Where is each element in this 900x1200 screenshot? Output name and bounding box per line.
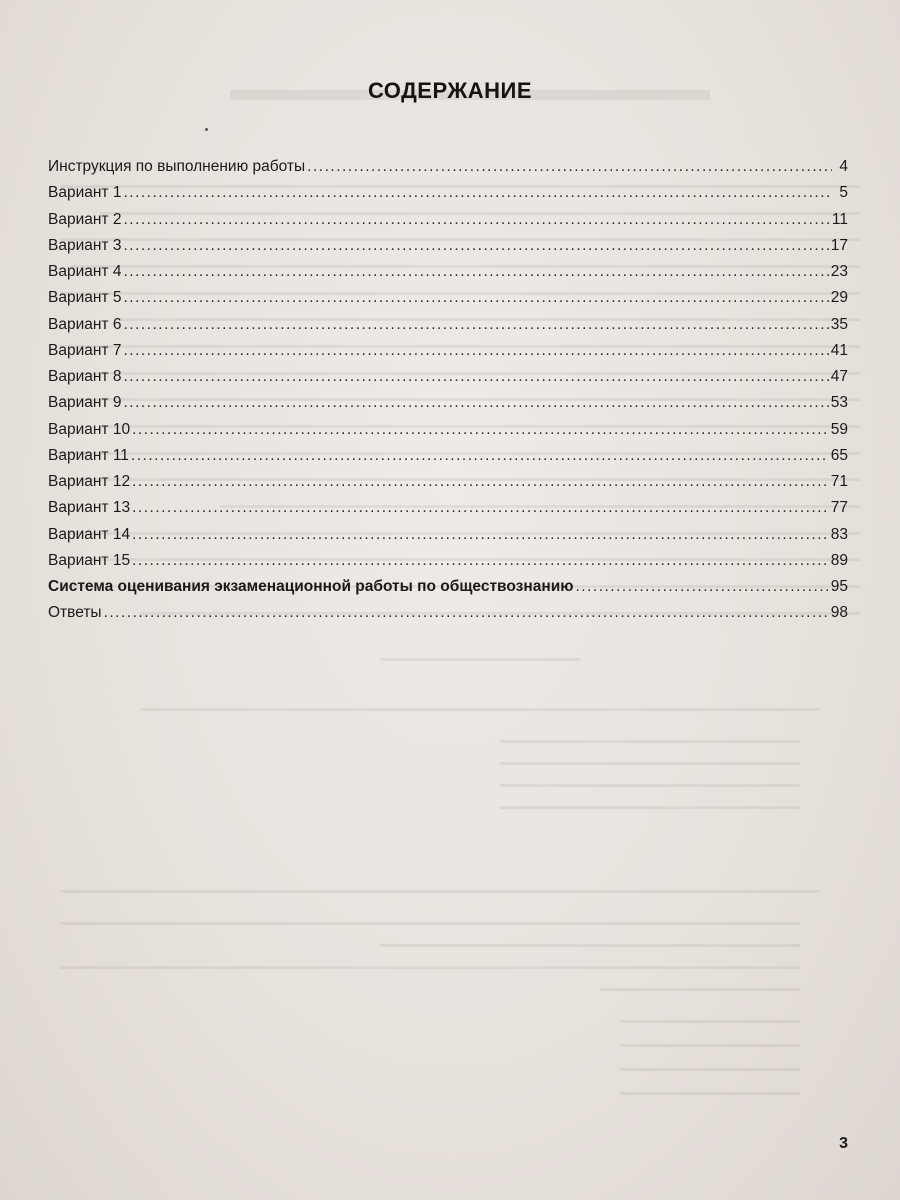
toc-leader-dots bbox=[123, 289, 828, 307]
toc-leader-dots bbox=[132, 552, 829, 570]
toc-entry-page: 41 bbox=[830, 341, 848, 359]
toc-entry-page: 47 bbox=[830, 368, 848, 385]
toc-entry-label: Вариант 2 bbox=[48, 210, 122, 228]
toc-leader-dots bbox=[123, 342, 828, 360]
toc-entry-page: 71 bbox=[830, 473, 848, 490]
toc-leader-dots bbox=[132, 473, 829, 491]
toc-entry-label: Вариант 12 bbox=[48, 473, 131, 490]
toc-entry-page: 65 bbox=[830, 446, 848, 464]
toc-entry-label: Вариант 10 bbox=[48, 420, 131, 438]
toc-entry-page: 53 bbox=[830, 394, 848, 412]
toc-leader-dots bbox=[123, 316, 828, 334]
toc-entry-page: 98 bbox=[830, 604, 848, 622]
toc-entry[interactable] bbox=[48, 237, 848, 263]
toc-entry[interactable] bbox=[48, 447, 848, 473]
toc-entry-page: 83 bbox=[830, 525, 848, 543]
toc-entry[interactable] bbox=[48, 342, 848, 368]
toc-entry-label: Вариант 1 bbox=[48, 184, 122, 202]
toc-entry[interactable] bbox=[48, 158, 848, 184]
toc-leader-dots bbox=[123, 263, 828, 281]
page-number: 3 bbox=[839, 1135, 848, 1152]
toc-entry-label: Вариант 9 bbox=[48, 394, 122, 412]
toc-entry-page: 5 bbox=[839, 184, 848, 202]
toc-entry-label: Вариант 3 bbox=[48, 236, 122, 254]
toc-leader-dots bbox=[307, 158, 832, 176]
toc-entry-page: 77 bbox=[830, 499, 848, 517]
toc-entry[interactable] bbox=[48, 289, 848, 315]
toc-leader-dots bbox=[104, 604, 829, 622]
toc-entry[interactable] bbox=[48, 473, 848, 499]
toc-leader-dots bbox=[123, 211, 829, 229]
toc-leader-dots bbox=[132, 499, 829, 517]
page-title: СОДЕРЖАНИЕ bbox=[367, 78, 533, 103]
toc-entry-page: 17 bbox=[830, 236, 848, 254]
toc-entry[interactable] bbox=[48, 184, 848, 210]
toc-entry-page: 23 bbox=[830, 263, 848, 280]
toc-leader-dots bbox=[123, 368, 828, 386]
toc-entry-label: Вариант 13 bbox=[48, 499, 131, 517]
toc-entry[interactable] bbox=[48, 526, 848, 552]
toc-entry-page: 89 bbox=[830, 551, 848, 569]
toc-entry-label: Система оценивания экзаменационной работы по обществознанию bbox=[48, 578, 574, 595]
toc-leader-dots bbox=[132, 526, 829, 544]
toc-leader-dots bbox=[123, 394, 828, 412]
toc-entry-label: Ответы bbox=[48, 604, 102, 622]
toc-entry-label: Вариант 6 bbox=[48, 315, 122, 333]
toc-leader-dots bbox=[132, 421, 829, 439]
toc-entry-label: Инструкция по выполнению работы bbox=[48, 158, 306, 175]
toc-entry[interactable] bbox=[48, 578, 848, 604]
print-speck bbox=[205, 128, 208, 131]
toc-entry-label: Вариант 8 bbox=[48, 368, 122, 385]
toc-entry[interactable] bbox=[48, 368, 848, 394]
toc-entry[interactable] bbox=[48, 552, 848, 578]
toc-entry-page: 29 bbox=[830, 289, 848, 307]
toc-leader-dots bbox=[123, 237, 828, 255]
toc-entry[interactable] bbox=[48, 421, 848, 447]
toc-entry[interactable] bbox=[48, 499, 848, 525]
toc-entry[interactable] bbox=[48, 211, 848, 237]
toc-leader-dots bbox=[575, 578, 828, 596]
toc-entry-label: Вариант 14 bbox=[48, 525, 131, 543]
toc-entry-page: 4 bbox=[839, 158, 848, 175]
toc-entry-page: 11 bbox=[831, 210, 848, 228]
toc-entry[interactable] bbox=[48, 604, 848, 630]
toc-entry[interactable] bbox=[48, 263, 848, 289]
toc-entry[interactable] bbox=[48, 394, 848, 420]
toc-entry-label: Вариант 5 bbox=[48, 289, 122, 307]
toc-entry-page: 35 bbox=[830, 315, 848, 333]
toc-entry[interactable] bbox=[48, 316, 848, 342]
toc-entry-label: Вариант 7 bbox=[48, 341, 122, 359]
toc-entry-page: 95 bbox=[830, 578, 848, 595]
toc-entry-label: Вариант 15 bbox=[48, 551, 131, 569]
toc-entry-page: 59 bbox=[830, 420, 848, 438]
table-of-contents bbox=[48, 158, 848, 631]
toc-entry-label: Вариант 4 bbox=[48, 263, 122, 280]
toc-entry-label: Вариант 11 bbox=[48, 446, 129, 464]
toc-leader-dots bbox=[123, 184, 832, 202]
toc-leader-dots bbox=[131, 447, 829, 465]
